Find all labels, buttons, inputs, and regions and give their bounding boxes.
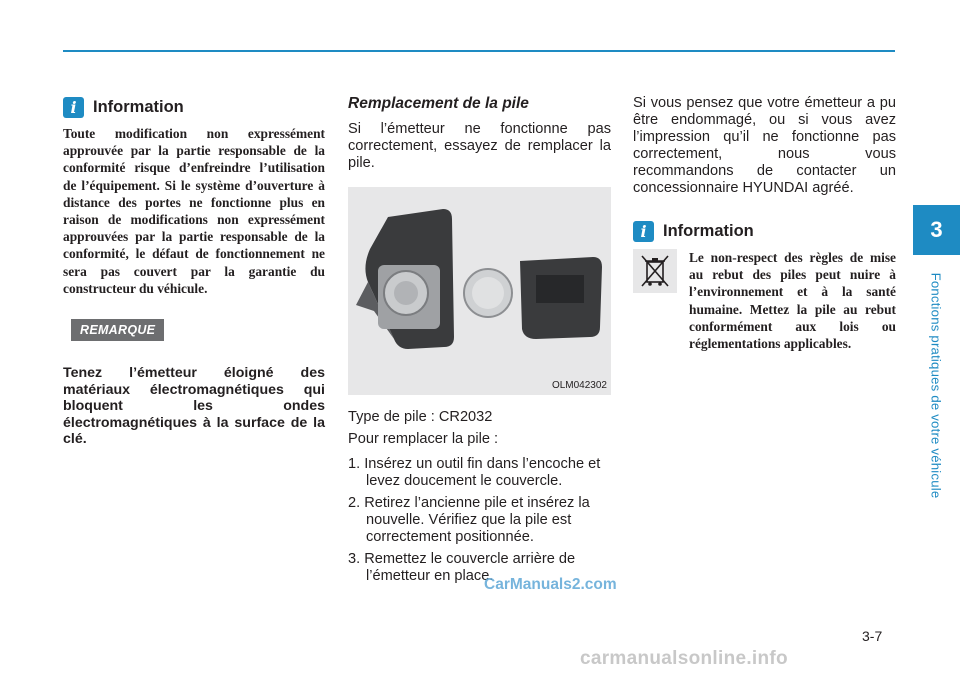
watermark-carmanuals2[interactable]: CarManuals2.com — [484, 576, 617, 593]
damage-advice: Si vous pensez que votre émetteur a pu être endommagé, ou si vous avez l’impression qu’il ne fonctionne pas correctement, nous vous recommandons de contacter un concessionnaire HYUNDAI agréé. — [633, 95, 896, 196]
column-right — [633, 95, 896, 352]
watermark-carmanualsonline[interactable]: carmanualsonline.info — [580, 648, 788, 669]
key-battery-figure — [348, 187, 611, 395]
column-left — [63, 95, 325, 448]
info-icon: i — [63, 97, 84, 118]
remarque-badge: REMARQUE — [71, 319, 164, 341]
chapter-tab: 3 — [913, 205, 960, 255]
list-item: 3. Remettez le couvercle arrière de l’émetteur en place. — [348, 551, 576, 584]
info-title-2: Information — [663, 221, 754, 240]
steps-list — [348, 456, 611, 585]
battery-center — [394, 281, 418, 305]
top-rule — [63, 50, 895, 52]
chapter-label — [890, 260, 960, 510]
page-number: 3-7 — [862, 628, 883, 644]
battery-intro: Si l’émetteur ne fonctionne pas correctement, essayez de remplacer la pile. — [348, 121, 611, 171]
list-item: 2. Retirez l’ancienne pile et insérez la nouvelle. Vérifiez que la pile est correctement positionnée. — [348, 495, 590, 545]
key-fob-illustration — [348, 187, 611, 395]
new-battery-face — [472, 277, 504, 309]
battery-type: Type de pile : CR2032 — [348, 409, 493, 425]
figure-caption: OLM042302 — [551, 380, 607, 391]
weee-bin-icon — [633, 249, 677, 293]
info-heading — [63, 95, 325, 119]
info-title: Information — [93, 97, 184, 116]
column-middle — [348, 95, 611, 590]
info-text: Toute modification non expressément approuvée par la partie responsable de la conformité risque d’enfreindre l’utilisation de l’équipement. Si le système d’ouverture à distance des portes ne fonctionne plus en raison de modifications non expressément approuvées par la partie responsable de la conformité, le défaut de fonctionnement ne sera pas couvert par la garantie du constructeur du véhicule. — [63, 126, 325, 296]
steps-intro: Pour remplacer la pile : — [348, 431, 499, 447]
info-icon: i — [633, 221, 654, 242]
list-item: 1. Insérez un outil fin dans l’encoche et levez doucement le couvercle. — [348, 456, 601, 489]
chapter-title: Fonctions pratiques de votre véhicule — [928, 272, 944, 498]
info-heading-2 — [633, 219, 896, 243]
info-text-2: Le non-respect des règles de mise au rebut des piles peut nuire à l’environnement et à la santé humaine. Mettez la pile au rebut conformément aux lois ou réglementations applicables. — [689, 250, 896, 352]
back-cover-recess — [536, 275, 584, 303]
section-title: Remplacement de la pile — [348, 95, 529, 112]
remarque-text: Tenez l’émetteur éloigné des matériaux électromagnétiques qui bloquent les ondes électromagnétiques à la surface de la clé. — [63, 365, 325, 448]
